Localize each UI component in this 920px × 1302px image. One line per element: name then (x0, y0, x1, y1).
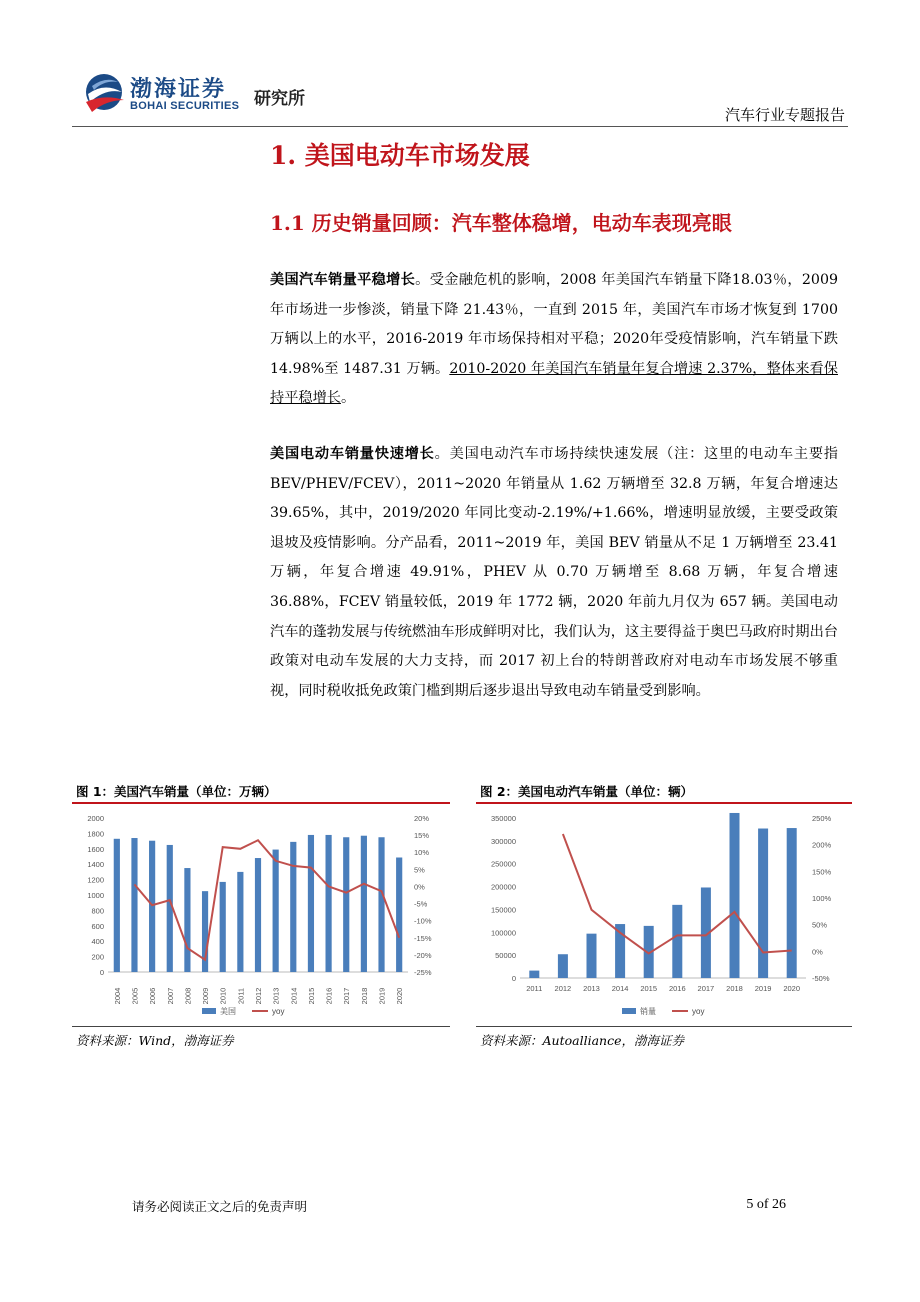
institute-label: 研究所 (254, 89, 305, 109)
section-heading: 1. 美国电动车市场发展 (270, 141, 530, 170)
y-tick-label-right: -20% (414, 950, 432, 960)
y-tick-label-right: 10% (414, 848, 430, 858)
x-tick-label: 2006 (148, 987, 158, 1005)
x-tick-label: 2016 (324, 987, 334, 1005)
x-tick-label: 2018 (359, 987, 369, 1005)
y-tick-label-right: 0% (812, 947, 823, 957)
x-tick-label: 2005 (130, 987, 140, 1005)
y-tick-label-right: -5% (414, 899, 428, 909)
x-tick-label: 2019 (377, 987, 387, 1005)
bar-2011 (529, 971, 539, 978)
bar-2010 (220, 882, 226, 972)
y-tick-label-left: 800 (91, 906, 104, 916)
legend-bar-label: 美国 (220, 1007, 236, 1016)
x-tick-label: 2008 (183, 987, 193, 1005)
y-tick-label-right: 15% (414, 831, 430, 841)
legend-line-label: yoy (272, 1007, 285, 1016)
x-tick-label: 2015 (306, 987, 316, 1005)
paragraph-text: 。受金融危机的影响，2008 年美国汽车销量下降18.03％，2009 年市场进一步惨淡，销量下降 21.43％，一直到 2015 年，美国汽车市场才恢复到 1700 万辆以上的水平，2016-2019 年市场保持相对平稳；2020年受疫情影响，汽车销量下跌 14.98%至 1487.31 万辆。 (270, 272, 838, 377)
y-tick-label-left: 100000 (490, 928, 516, 938)
x-tick-label: 2012 (554, 984, 572, 993)
x-tick-label: 2010 (218, 987, 228, 1005)
paragraph-lead: 美国电动车销量快速增长 (270, 446, 435, 462)
y-tick-label-right: 250% (812, 814, 832, 823)
y-tick-label-right: 0% (414, 882, 425, 892)
x-tick-label: 2016 (668, 984, 686, 993)
report-type: 汽车行业专题报告 (724, 106, 845, 124)
figure-1-source: 资料来源：Wind，渤海证券 (76, 1033, 234, 1048)
bar-2005 (131, 838, 137, 972)
y-tick-label-left: 0 (99, 968, 104, 977)
x-tick-label: 2011 (526, 984, 543, 993)
figure-2-title: 图 2：美国电动汽车销量（单位：辆） (480, 784, 694, 799)
y-tick-label-right: 150% (812, 867, 832, 877)
x-tick-label: 2018 (726, 984, 743, 993)
paragraph-text: 。美国电动汽车市场持续快速发展（注：这里的电动车主要指 BEV/PHEV/FCEV），2011~2020 年销量从 1.62 万辆增至 32.8 万辆，年复合增速达 39.65%，其中，2019/2020 年同比变动-2.19%/+1.66%，增速明显放缓，主要受政策退坡及疫情影响。分产品看，2011~2019 年，美国 BEV 销量从不足 1 万辆增至 23.41 万辆，年复合增速 49.91%，PHEV 从 0.70 万辆增至 8.68 万辆，年复合增速 36.88%，FCEV 销量较低，2019 年 1772 辆，2020 年前九月仅为 657 辆。美国电动汽车的蓬勃发展与传统燃油车形成鲜明对比，我们认为，这主要得益于奥巴马政府时期出台政策对电动车发展的大力支持，而 2017 初上台的特朗普政府对电动车市场发展不够重视，同时税收抵免政策门槛到期后逐步退出导致电动车销量受到影响。 (270, 446, 838, 699)
logo-cn-text: 渤海证券 (130, 76, 227, 102)
bar-2012 (558, 954, 568, 978)
bar-2013 (273, 850, 279, 972)
paragraph-underlined-text: 2010-2020 年美国汽车销量年复合增速 2.37%，整体来看保持平稳增长 (270, 360, 838, 407)
x-tick-label: 2011 (236, 987, 246, 1005)
legend-bar-swatch (202, 1008, 216, 1014)
y-tick-label-left: 150000 (490, 905, 516, 915)
logo-en-text: BOHAI SECURITIES (130, 100, 240, 112)
legend-bar-label: 销量 (640, 1007, 656, 1016)
y-tick-label-left: 250000 (490, 859, 516, 869)
paragraph-end: 。 (340, 390, 356, 407)
bar-2015 (308, 835, 314, 972)
header-divider (72, 126, 848, 127)
x-tick-label: 2015 (640, 984, 658, 993)
bar-2006 (149, 841, 155, 972)
bar-2013 (586, 934, 596, 978)
y-tick-label-left: 200000 (490, 882, 516, 892)
y-tick-label-left: 350000 (490, 814, 516, 823)
y-tick-label-right: 100% (812, 894, 832, 903)
x-tick-label: 2013 (583, 984, 600, 993)
y-tick-label-left: 300000 (490, 836, 516, 846)
x-tick-label: 2017 (342, 987, 352, 1005)
bar-2020 (787, 828, 797, 978)
bar-2016 (672, 905, 682, 978)
figure-2-rule (476, 802, 852, 804)
x-tick-label: 2014 (289, 987, 299, 1005)
y-tick-label-right: 50% (812, 920, 828, 930)
y-tick-label-left: 50000 (495, 951, 516, 961)
bar-2004 (114, 839, 120, 972)
yoy-line (563, 834, 792, 953)
x-tick-label: 2013 (271, 987, 281, 1005)
y-tick-label-left: 1800 (87, 829, 104, 839)
paragraph-us-ev-sales (270, 440, 838, 706)
page-number: 5 of 26 (746, 1197, 786, 1212)
y-tick-label-left: 0 (511, 974, 516, 983)
figure-1-rule (72, 802, 450, 804)
bar-2019 (378, 837, 384, 972)
y-tick-label-right: -10% (414, 916, 432, 926)
bohai-logo-icon (84, 72, 126, 116)
bar-2018 (729, 813, 739, 978)
paragraph-lead: 美国汽车销量平稳增长 (270, 272, 416, 288)
figure-2-chart (476, 806, 852, 1024)
figure-2-source: 资料来源：Autoalliance，渤海证券 (480, 1033, 684, 1048)
y-tick-label-left: 2000 (87, 814, 104, 823)
y-tick-label-right: -15% (414, 933, 432, 943)
bar-2008 (184, 868, 190, 972)
y-tick-label-right: 200% (812, 840, 832, 850)
bar-2019 (758, 829, 768, 978)
y-tick-label-right: 20% (414, 814, 430, 823)
x-tick-label: 2007 (165, 987, 175, 1005)
figure-2-bottom-rule (476, 1026, 852, 1027)
figure-1-chart (72, 806, 450, 1024)
y-tick-label-right: -25% (414, 968, 432, 977)
y-tick-label-left: 200 (91, 952, 104, 962)
y-tick-label-left: 1600 (87, 844, 104, 854)
x-tick-label: 2012 (254, 987, 263, 1005)
y-tick-label-right: 5% (414, 865, 425, 875)
bar-2020 (396, 858, 402, 972)
bar-2012 (255, 858, 261, 972)
company-logo (84, 72, 324, 118)
x-tick-label: 2020 (395, 987, 405, 1005)
legend-line-label: yoy (692, 1007, 705, 1016)
y-tick-label-left: 1400 (87, 860, 104, 870)
bar-2014 (290, 842, 296, 972)
x-tick-label: 2004 (112, 987, 122, 1005)
x-tick-label: 2019 (754, 984, 772, 993)
figure-1-title: 图 1：美国汽车销量（单位：万辆） (76, 784, 277, 799)
y-tick-label-left: 400 (91, 937, 104, 947)
x-tick-label: 2014 (611, 984, 629, 993)
x-tick-label: 2020 (783, 984, 801, 993)
y-tick-label-left: 1000 (87, 891, 104, 900)
figure-1-bottom-rule (72, 1026, 450, 1027)
x-tick-label: 2009 (201, 987, 211, 1005)
disclaimer: 请务必阅读正文之后的免责声明 (132, 1199, 308, 1214)
yoy-line (134, 840, 399, 960)
bar-2017 (343, 837, 349, 972)
subsection-heading: 1.1 历史销量回顾：汽车整体稳增，电动车表现亮眼 (270, 211, 732, 235)
bar-2018 (361, 836, 367, 972)
bar-2016 (326, 835, 332, 972)
x-tick-label: 2017 (697, 984, 715, 993)
y-tick-label-left: 1200 (87, 875, 104, 885)
y-tick-label-left: 600 (91, 921, 104, 931)
legend-bar-swatch (622, 1008, 636, 1014)
paragraph-us-auto-sales (270, 266, 838, 414)
bar-2011 (237, 872, 243, 972)
y-tick-label-right: -50% (812, 974, 830, 983)
